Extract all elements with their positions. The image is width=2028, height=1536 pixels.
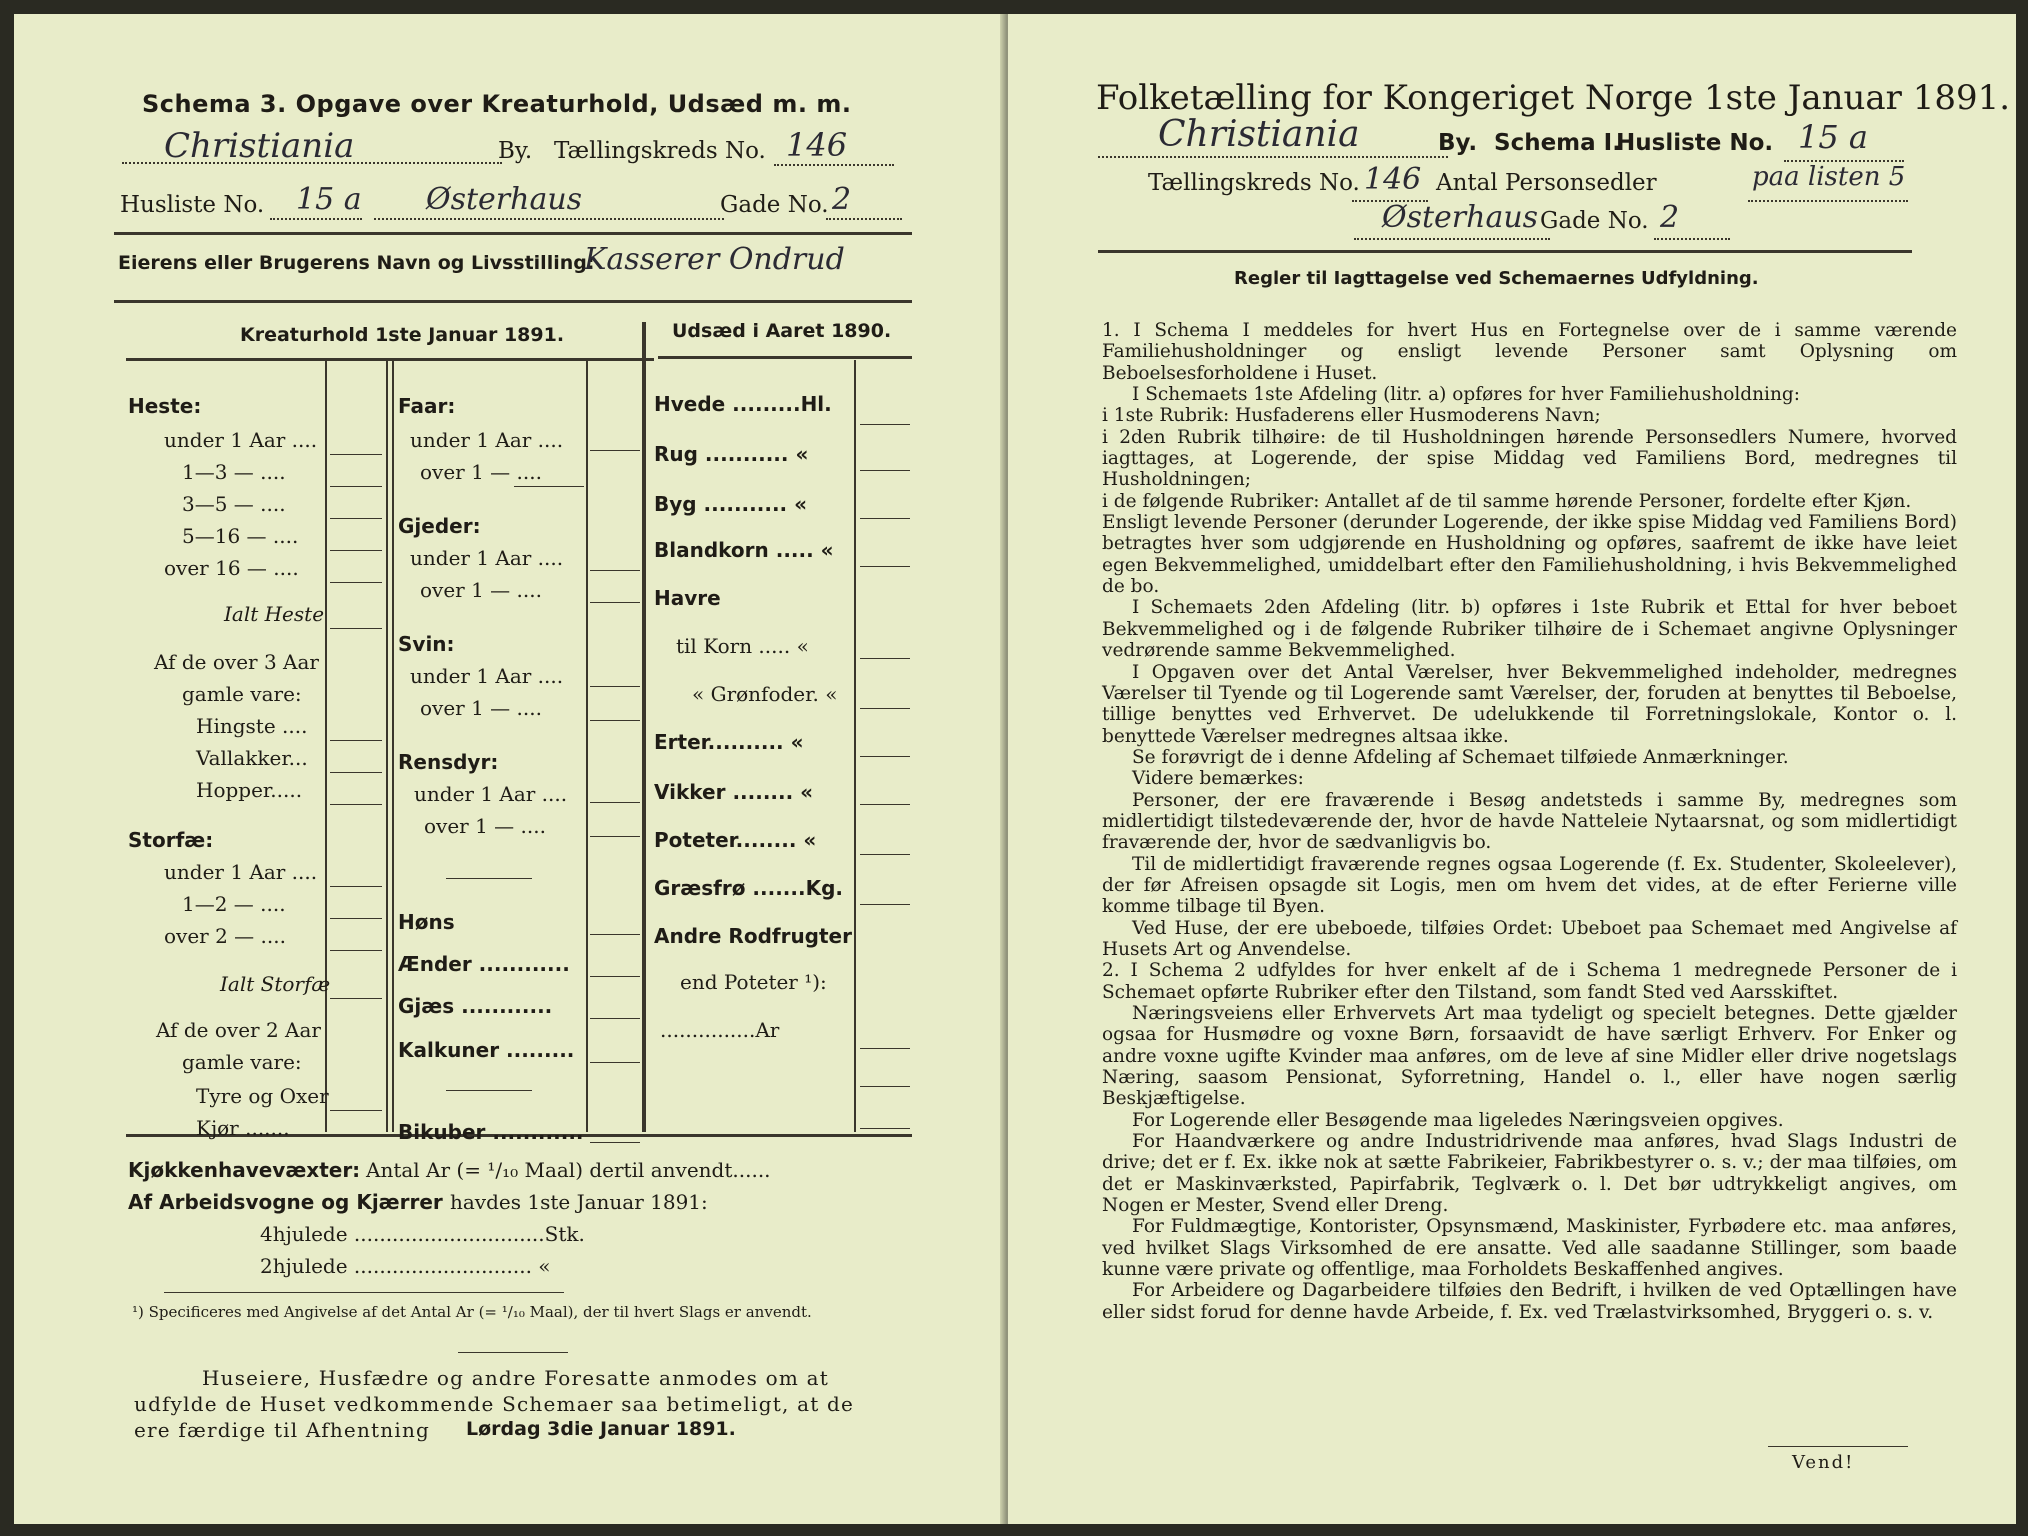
- antal-handwritten: paa listen 5: [1752, 162, 1906, 192]
- rule-paragraph: I Schemaets 2den Afdeling (litr. b) opføres i 1ste Rubrik et Ettal for hver beboet Bekvemmelighed og i de følgende Rubriker tilhøire de i Schemaet angivne Oplysninger vedrørende samme Bekvemmelighed.: [1102, 597, 1957, 662]
- ar-line: ...............Ar: [660, 1018, 780, 1042]
- owner-handwritten: Kasserer Ondrud: [584, 242, 845, 277]
- street-no-handwritten: 2: [1660, 200, 1680, 235]
- street-label: Gade No.: [1540, 208, 1649, 234]
- storfae-label: Storfæ:: [128, 828, 214, 852]
- rule-paragraph: Til de midlertidigt fraværende regnes ogsaa Logerende (f. Ex. Studenter, Skoleelever), der før Afreisen opsagde sit Logis, men om hvem det vides, at de efter Ferierne ville komme tilbage til Byen.: [1102, 853, 1957, 918]
- rule-paragraph: i 1ste Rubrik: Husfaderens eller Husmoderens Navn;: [1102, 405, 1601, 427]
- af-de-over-3-aar: Af de over 3 Aar: [154, 650, 319, 674]
- rule-paragraph: For Haandværkere og andre Industridrivende maa anføres, hvad Slags Industri de drive; det er f. Ex. ikke nok at sætte Fabrikeier, Fabrikbestyrer o. s. v.; der maa tilføies, om det er Maskinværksted, Papirfabrik, Teglværk o. l. Det bør udtrykkeligt angives, om Nogen er Mester, Svend eller Dreng.: [1102, 1131, 1957, 1217]
- heste-label: Heste:: [128, 394, 202, 418]
- census-title: Folketælling for Kongeriget Norge 1ste Januar 1891.: [1096, 78, 2011, 118]
- gamle-vare-label: gamle vare:: [182, 682, 302, 706]
- kjokkenhave-label: Kjøkkenhavevæxter:: [128, 1158, 361, 1182]
- storfae-row: under 1 Aar ....: [164, 860, 318, 884]
- street-handwritten: Østerhaus: [426, 182, 583, 217]
- gjeder-row: under 1 Aar ....: [410, 546, 564, 570]
- house-list-handwritten: 15 a: [296, 182, 362, 217]
- rule-paragraph: For Logerende eller Besøgende maa ligeledes Næringsveien opgives.: [1132, 1109, 1784, 1131]
- hvede-row: Hvede .........Hl.: [654, 392, 832, 416]
- rule-paragraph: Videre bemærkes:: [1132, 768, 1304, 790]
- til-korn-row: til Korn ..... «: [676, 634, 809, 658]
- havre-label: Havre: [654, 586, 721, 610]
- rules-text: [1102, 320, 1957, 1323]
- faar-row: under 1 Aar ....: [410, 428, 564, 452]
- faar-label: Faar:: [398, 394, 456, 418]
- aender-label: Ænder ............: [398, 952, 570, 976]
- kjokkenhave-text: Antal Ar (= ¹/₁₀ Maal) dertil anvendt......: [366, 1158, 771, 1182]
- byg-row: Byg ........... «: [654, 492, 808, 516]
- rule-paragraph: Se forøvrigt de i denne Afdeling af Schemaet tilføiede Anmærkninger.: [1132, 746, 1789, 768]
- husliste-handwritten: 15 a: [1798, 118, 1868, 156]
- vend-label: Vend!: [1792, 1452, 1855, 1473]
- closing-line-3: ere færdige til Afhentning: [134, 1418, 431, 1442]
- rules-title: Regler til Iagttagelse ved Schemaernes Udfyldning.: [1234, 268, 1759, 289]
- rule-paragraph: Personer, der ere fraværende i Besøg andetsteds i samme By, medregnes som midlertidigt tilstedeværende der, hvor de havde Natteleie Nytaarsnat, og som midlertidigt fraværende der, hvor de sædvanligvis bo.: [1102, 789, 1957, 854]
- district-handwritten: 146: [786, 126, 848, 164]
- ialt-storfae-label: Ialt Storfæ: [220, 972, 331, 996]
- livestock-header: Kreaturhold 1ste Januar 1891.: [240, 324, 565, 346]
- gamle-vare-label: gamle vare:: [182, 1050, 302, 1074]
- andre-rodfrugter-label: Andre Rodfrugter: [654, 924, 852, 948]
- district-label: Tællingskreds No.: [1148, 170, 1360, 196]
- kjor-row: Kjør .......: [196, 1116, 290, 1140]
- arbeidsvogne-text: havdes 1ste Januar 1891:: [450, 1190, 708, 1214]
- hopper-row: Hopper.....: [196, 778, 303, 802]
- rule-paragraph: For Fuldmægtige, Kontorister, Opsynsmænd, Maskinister, Fyrbødere etc. maa anføres, ved hvilket Slags Virksomhed de ere ansatte. Ved alle saadanne Stillinger, som baade kunne være private og offentlige, maa Forholdets Beskaffenhed angives.: [1102, 1216, 1957, 1281]
- closing-line-2: udfylde de Huset vedkommende Schemaer saa betimeligt, at de: [134, 1392, 855, 1416]
- rule-paragraph: Næringsveiens eller Erhvervets Art maa tydeligt og specielt betegnes. Dette gjælder ogsaa for Husmødre og voxne Børn, forsaavidt de have særligt Erhverv. For Enker og andre voxne ugifte Kvinder maa anføres, om de leve af sine Midler eller drive nogetslags Næring, saasom Pensionat, Syforretning, Handel o. l., eller have nogen særlig Beskjæftigelse.: [1102, 1003, 1957, 1110]
- gjeder-row: over 1 — ....: [420, 578, 542, 602]
- svin-row: under 1 Aar ....: [410, 664, 564, 688]
- city-label: By.: [1438, 130, 1478, 156]
- district-label: Tællingskreds No.: [554, 138, 766, 164]
- gjeder-label: Gjeder:: [398, 514, 481, 538]
- rug-row: Rug ........... «: [654, 442, 809, 466]
- house-list-label: Husliste No.: [120, 192, 265, 218]
- schema-3-title: Schema 3. Opgave over Kreaturhold, Udsæd m. m.: [142, 90, 852, 118]
- heste-row: 5—16 — ....: [182, 524, 299, 548]
- arbeidsvogne-label: Af Arbeidsvogne og Kjærrer: [128, 1190, 443, 1214]
- svin-row: over 1 — ....: [420, 696, 542, 720]
- rule-paragraph: For Arbeidere og Dagarbeidere tilføies den Bedrift, i hvilken de ved Optællingen have eller sidst forud for denne havde Arbeide, f. Ex. ved Trælastvirksomhed, Bryggeri o. s. v.: [1102, 1280, 1957, 1323]
- street-no-handwritten: 2: [832, 182, 852, 217]
- husliste-label: Husliste No.: [1616, 130, 1774, 156]
- owner-label: Eierens eller Brugerens Navn og Livsstilling:: [118, 252, 595, 274]
- heste-row: 3—5 — ....: [182, 492, 286, 516]
- rensdyr-row: over 1 — ....: [424, 814, 546, 838]
- right-page-schema-1: [1008, 14, 2016, 1524]
- rule-paragraph: I Opgaven over det Antal Værelser, hver Bekvemmelighed indeholder, medregnes Værelser til Tyende og til Logerende samt Værelser, der, foruden at benyttes til Beboelse, tillige benyttes ved Erhvervet. De udelukkende til Forretningslokale, Kontor o. l. benyttede Værelser medregnes altsaa ikke.: [1102, 661, 1957, 747]
- city-label: By.: [498, 138, 533, 164]
- gronfoder-row: « Grønfoder. «: [692, 682, 838, 706]
- graesfro-row: Græsfrø .......Kg.: [654, 876, 844, 900]
- city-handwritten: Christiania: [164, 126, 355, 166]
- street-label: Gade No.: [720, 192, 829, 218]
- kalkuner-label: Kalkuner .........: [398, 1038, 575, 1062]
- closing-line-1: Huseiere, Husfædre og andre Foresatte anmodes om at: [202, 1366, 829, 1390]
- faar-row: over 1 — ....: [420, 460, 542, 484]
- tyre-og-oxer-row: Tyre og Oxer: [196, 1084, 329, 1108]
- blandkorn-row: Blandkorn ..... «: [654, 538, 834, 562]
- heste-row: over 16 — ....: [164, 556, 299, 580]
- hingste-row: Hingste ....: [196, 714, 308, 738]
- gjaes-label: Gjæs ............: [398, 994, 553, 1018]
- vallakker-row: Vallakker...: [196, 746, 308, 770]
- rule-paragraph: 1. I Schema I meddeles for hvert Hus en Fortegnelse over de i samme værende Familiehusholdninger og ensligt levende Personer samt Oplysning om Beboelsesforholdene i Huset.: [1102, 320, 1957, 384]
- rensdyr-row: under 1 Aar ....: [414, 782, 568, 806]
- bikuber-label: Bikuber ............: [398, 1120, 584, 1144]
- left-page-schema-3: [14, 14, 1006, 1524]
- city-handwritten: Christiania: [1158, 114, 1360, 155]
- rule-paragraph: Ved Huse, der ere ubeboede, tilføies Ordet: Ubeboet paa Schemaet med Angivelse af Husets Art og Anvendelse.: [1102, 917, 1957, 960]
- street-handwritten: Østerhaus: [1382, 200, 1539, 235]
- footnote: ¹) Specificeres med Angivelse af det Antal Ar (= ¹/₁₀ Maal), der til hvert Slags er anvendt.: [132, 1303, 812, 1321]
- twowheel-row: 2hjulede ............................ «: [260, 1254, 551, 1278]
- poteter-row: Poteter........ «: [654, 828, 817, 852]
- ialt-heste-label: Ialt Heste: [224, 602, 325, 626]
- closing-date: Lørdag 3die Januar 1891.: [466, 1418, 736, 1440]
- rule-paragraph: 2. I Schema 2 udfyldes for hver enkelt af de i Schema 1 medregnede Personer de i Schemaet opførte Rubriker efter den Tilstand, som fandt Sted ved Aarsskiftet.: [1102, 960, 1957, 1003]
- rensdyr-label: Rensdyr:: [398, 750, 499, 774]
- rule-paragraph: i 2den Rubrik tilhøire: de til Husholdningen hørende Personsedlers Numere, hvorved iagttages, at Logerende, der spise Middag ved Familiens Bord, medregnes til Husholdningen;: [1102, 426, 1957, 491]
- rule-paragraph: i de følgende Rubriker: Antallet af de til samme hørende Personer, fordelte efter Kjøn.: [1102, 490, 1912, 512]
- af-de-over-2-aar: Af de over 2 Aar: [156, 1018, 321, 1042]
- storfae-row: over 2 — ....: [164, 924, 286, 948]
- district-handwritten: 146: [1364, 162, 1422, 197]
- erter-row: Erter.......... «: [654, 730, 804, 754]
- rule-paragraph: I Schemaets 1ste Afdeling (litr. a) opføres for hver Familiehusholdning:: [1132, 384, 1800, 406]
- sowing-header: Udsæd i Aaret 1890.: [672, 320, 892, 342]
- schema-1-label: Schema I.: [1494, 130, 1621, 156]
- fourwheel-row: 4hjulede ..............................Stk.: [260, 1222, 585, 1246]
- rule-paragraph: Ensligt levende Personer (derunder Logerende, der ikke spise Middag ved Familiens Bord) betragtes hver som udgjørende en Husholdning og opføres, saafremt de ikke have leiet egen Bekvemmelighed, umiddelbart efter den Familiehusholdning, i hvis Bekvemmelighed de bo.: [1102, 512, 1957, 598]
- hons-label: Høns: [398, 910, 455, 934]
- storfae-row: 1—2 — ....: [182, 892, 286, 916]
- end-poteter-label: end Poteter ¹):: [680, 970, 827, 994]
- svin-label: Svin:: [398, 632, 455, 656]
- heste-row: under 1 Aar ....: [164, 428, 318, 452]
- heste-row: 1—3 — ....: [182, 460, 286, 484]
- antal-label: Antal Personsedler: [1436, 170, 1657, 196]
- vikker-row: Vikker ........ «: [654, 780, 814, 804]
